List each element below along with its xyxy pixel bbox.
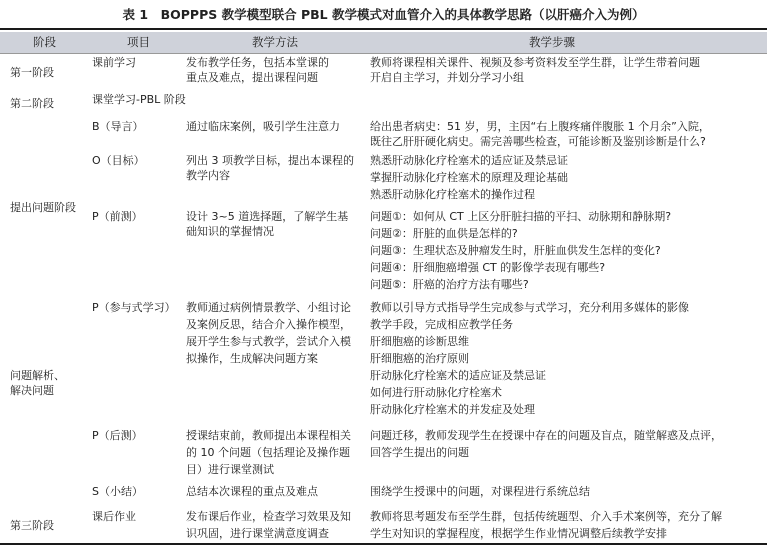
step-line: 问题④：肝细胞癌增强 CT 的影像学表现有哪些? [370,261,606,274]
method-line: 拟操作，生成解决问题方案 [186,352,318,365]
item-participatory: P（参与式学习） [92,301,176,314]
method-line: 及案例反思，结合介入操作模型， [186,318,351,331]
method-line: 授课结束前，教师提出本课程相关 [186,429,351,442]
item-in-class: 课堂学习-PBL 阶段 [92,93,186,106]
stage-second: 第二阶段 [10,97,54,110]
step-line: 熟悉肝动脉化疗栓塞术的操作过程 [370,188,535,201]
method-summary: 总结本次课程的重点及难点 [186,485,318,498]
bottom-rule [0,543,767,545]
step-line: 如何进行肝动脉化疗栓塞术 [370,386,502,399]
top-rule [0,28,767,30]
item-summary: S（小结） [92,485,143,498]
method-line: 列出 3 项教学目标，提出本课程的 [186,154,354,167]
step-line: 问题③：生理状态及肿瘤发生时，肝脏血供发生怎样的变化? [370,244,661,257]
stage-second-solve-line1: 问题解析、 [10,369,65,382]
method-line: 的 10 个问题（包括理论及操作题 [186,446,350,459]
item-post-test: P（后测） [92,429,143,442]
step-line: 既往乙肝肝硬化病史。需完善哪些检查，可能诊断及鉴别诊断是什么? [370,135,706,148]
stage-second-raise: 提出问题阶段 [10,201,76,214]
header-steps: 教学步骤 [529,35,575,49]
item-after-class: 课后作业 [92,510,136,523]
step-line: 给出患者病史：51 岁，男，主因“右上腹疼痛伴腹胀 1 个月余”入院， [370,120,710,133]
method-line: 础知识的掌握情况 [186,225,274,238]
method-bridge-in: 通过临床案例，吸引学生注意力 [186,120,340,133]
step-line: 熟悉肝动脉化疗栓塞术的适应证及禁忌证 [370,154,568,167]
step-line: 问题①：如何从 CT 上区分肝脏扫描的平扫、动脉期和静脉期? [370,210,672,223]
table-caption: 表 1 BOPPPS 教学模型联合 PBL 教学模式对血管介入的具体教学思路（以肝癌介入为例） [122,7,645,22]
table-header [0,32,767,53]
method-line: 识巩固，进行课堂满意度调查 [186,527,329,540]
steps-summary: 围绕学生授课中的问题，对课程进行系统总结 [370,485,590,498]
step-line: 教师将思考题发布至学生群，包括传统题型、介入手术案例等，充分了解 [370,510,722,523]
stage-second-solve-line2: 解决问题 [10,384,54,397]
step-line: 开启自主学习，并划分学习小组 [370,71,524,84]
step-line: 问题迁移，教师发现学生在授课中存在的问题及盲点，随堂解惑及点评， [370,429,722,442]
step-line: 肝动脉化疗栓塞术的适应证及禁忌证 [370,369,546,382]
stage-first: 第一阶段 [10,66,54,79]
step-line: 学生对知识的掌握程度，根据学生作业情况调整后续教学安排 [370,527,667,540]
item-bridge-in: B（导言） [92,120,144,133]
header-item: 项目 [127,35,150,49]
step-line: 肝细胞癌的治疗原则 [370,352,469,365]
item-objective: O（目标） [92,154,145,167]
step-line: 问题②：肝脏的血供是怎样的? [370,227,518,240]
method-line: 教学内容 [186,169,230,182]
method-line: 目）进行课堂测试 [186,463,274,476]
step-line: 教师将课程相关课件、视频及参考资料发至学生群，让学生带着问题 [370,56,700,69]
step-line: 教学手段，完成相应教学任务 [370,318,513,331]
step-line: 肝细胞癌的诊断思维 [370,335,469,348]
method-line: 重点及难点，提出课程问题 [186,71,318,84]
item-pre-class: 课前学习 [92,56,136,69]
method-line: 设计 3~5 道选择题，了解学生基 [186,210,349,223]
item-pre-test: P（前测） [92,210,143,223]
step-line: 回答学生提出的问题 [370,446,469,459]
header-rule [0,53,767,54]
step-line: 肝动脉化疗栓塞术的并发症及处理 [370,403,535,416]
header-stage: 阶段 [33,35,56,49]
step-line: 教师以引导方式指导学生完成参与式学习，充分利用多媒体的影像 [370,301,689,314]
method-line: 教师通过病例情景教学、小组讨论 [186,301,351,314]
header-method: 教学方法 [252,35,298,49]
step-line: 问题⑤：肝癌的治疗方法有哪些? [370,278,529,291]
stage-third: 第三阶段 [10,519,54,532]
method-line: 发布教学任务，包括本堂课的 [186,56,329,69]
step-line: 掌握肝动脉化疗栓塞术的原理及理论基础 [370,171,568,184]
method-line: 发布课后作业，检查学习效果及知 [186,510,351,523]
method-line: 展开学生参与式教学，尝试介入模 [186,335,351,348]
